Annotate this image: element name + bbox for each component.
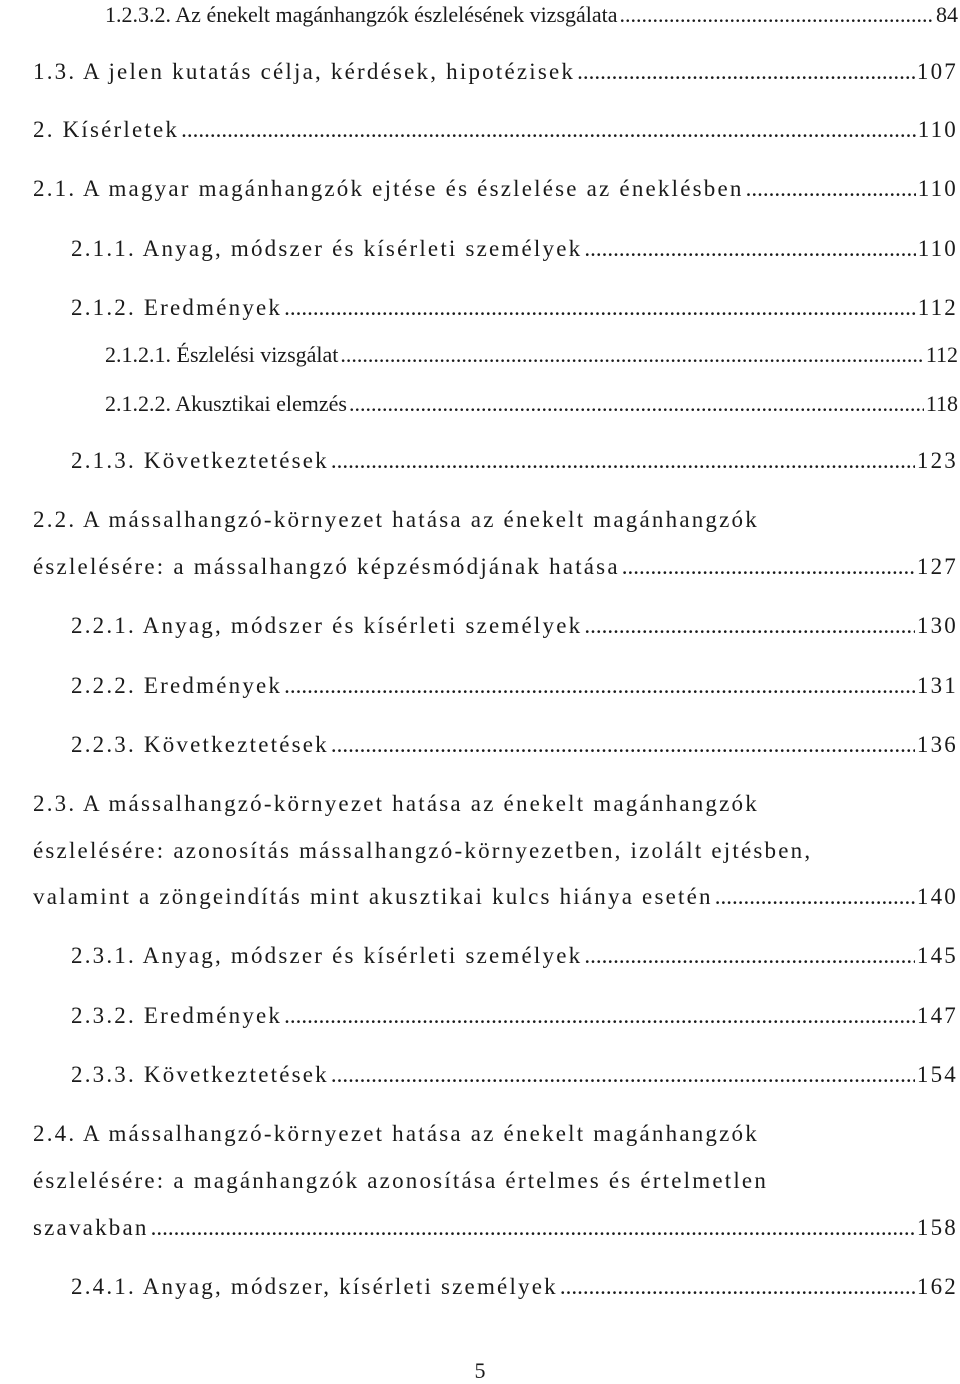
- toc-entry-title: 2.4.1. Anyag, módszer, kísérleti személyek: [71, 1274, 558, 1299]
- toc-entry[interactable]: [71, 943, 958, 969]
- toc-entry-page: 110: [917, 117, 958, 142]
- toc-entry[interactable]: [71, 1062, 958, 1088]
- toc-entry-page: 154: [916, 1062, 958, 1087]
- toc-entry-page: 127: [916, 554, 958, 579]
- toc-entry-title: 2.2.3. Következtetések: [71, 732, 329, 757]
- dot-leader: [349, 391, 924, 417]
- toc-entry-title-line: 2.4. A mássalhangzó-környezet hatása az énekelt magánhangzók: [33, 1121, 759, 1146]
- toc-entry-title: 2.3.1. Anyag, módszer és kísérleti személyek: [71, 943, 583, 968]
- dot-leader: [181, 117, 916, 143]
- toc-entry-title: 2.3.3. Következtetések: [71, 1062, 329, 1087]
- dot-leader: [284, 673, 915, 699]
- dot-leader: [560, 1274, 915, 1300]
- toc-entry-page: 140: [916, 884, 958, 909]
- dot-leader: [284, 295, 916, 321]
- dot-leader: [340, 342, 923, 368]
- toc-entry-page: 123: [916, 448, 958, 473]
- toc-entry-title-line: észlelésére: a magánhangzók azonosítása értelmes és értelmetlen: [33, 1168, 769, 1193]
- toc-entry-title: 2.1.2. Eredmények: [71, 295, 283, 320]
- toc-entry-title: 2.2.2. Eredmények: [71, 673, 283, 698]
- toc-entry-page: 118: [925, 391, 958, 416]
- toc-entry-title: 2.1.2.1. Észlelési vizsgálat: [105, 342, 339, 367]
- toc-entry[interactable]: [71, 1274, 958, 1300]
- toc-entry-title: 2. Kísérletek: [33, 117, 180, 142]
- toc-entry-title: 1.2.3.2. Az énekelt magánhangzók észlelésének vizsgálata: [105, 2, 618, 27]
- dot-leader: [584, 943, 915, 969]
- toc-entry-title: 2.1. A magyar magánhangzók ejtése és észlelése az éneklésben: [33, 176, 744, 201]
- toc-entry-page: 84: [936, 2, 958, 27]
- toc-entry[interactable]: [71, 236, 958, 262]
- dot-leader: [746, 176, 916, 202]
- toc-entry[interactable]: [33, 1215, 958, 1241]
- dot-leader: [577, 59, 915, 85]
- toc-entry[interactable]: [105, 2, 958, 28]
- toc-entry-title: 2.2.1. Anyag, módszer és kísérleti személyek: [71, 613, 583, 638]
- toc-entry-page: 110: [917, 176, 958, 201]
- page-number: 5: [474, 1358, 486, 1383]
- toc-entry[interactable]: [71, 613, 958, 639]
- toc-entry-title: 2.1.1. Anyag, módszer és kísérleti személyek: [71, 236, 583, 261]
- toc-entry-page: 162: [916, 1274, 958, 1299]
- toc-entry[interactable]: [33, 117, 958, 143]
- toc-entry[interactable]: [33, 59, 958, 85]
- toc-entry-page: 112: [917, 295, 958, 320]
- dot-leader: [715, 884, 915, 910]
- toc-entry-page: 107: [916, 59, 958, 84]
- toc-entry[interactable]: [71, 732, 958, 758]
- dot-leader: [584, 613, 915, 639]
- toc-entry[interactable]: [71, 673, 958, 699]
- dot-leader: [620, 2, 934, 28]
- toc-entry[interactable]: [33, 176, 958, 202]
- dot-leader: [622, 554, 915, 580]
- dot-leader: [331, 448, 915, 474]
- toc-entry-title-line: 2.2. A mássalhangzó-környezet hatása az énekelt magánhangzók: [33, 507, 759, 532]
- toc-entry-page: 112: [925, 342, 958, 367]
- dot-leader: [151, 1215, 915, 1241]
- toc-entry-title: szavakban: [33, 1215, 149, 1240]
- dot-leader: [331, 732, 915, 758]
- toc-entry[interactable]: [71, 448, 958, 474]
- toc-entry-page: 130: [916, 613, 958, 638]
- dot-leader: [284, 1003, 915, 1029]
- toc-entry-title: 1.3. A jelen kutatás célja, kérdések, hipotézisek: [33, 59, 576, 84]
- toc-entry[interactable]: [33, 554, 958, 580]
- toc-entry-page: 131: [916, 673, 958, 698]
- toc-entry-page: 136: [916, 732, 958, 757]
- toc-entry-title: 2.1.3. Következtetések: [71, 448, 329, 473]
- toc-entry[interactable]: [105, 342, 958, 368]
- toc-entry-page: 110: [917, 236, 958, 261]
- toc-entry-title: valamint a zöngeindítás mint akusztikai kulcs hiánya esetén: [33, 884, 713, 909]
- toc-entry[interactable]: [33, 884, 958, 910]
- toc-entry-title: 2.3.2. Eredmények: [71, 1003, 283, 1028]
- toc-entry-title-line: 2.3. A mássalhangzó-környezet hatása az énekelt magánhangzók: [33, 791, 759, 816]
- toc-entry-page: 145: [916, 943, 958, 968]
- toc-entry[interactable]: [71, 1003, 958, 1029]
- toc-entry-page: 147: [916, 1003, 958, 1028]
- toc-entry-title: 2.1.2.2. Akusztikai elemzés: [105, 391, 347, 416]
- toc-entry[interactable]: [71, 295, 958, 321]
- toc-entry[interactable]: [105, 391, 958, 417]
- toc-entry-title-line: észlelésére: azonosítás mássalhangzó-környezetben, izolált ejtésben,: [33, 838, 813, 863]
- dot-leader: [584, 236, 915, 262]
- toc-entry-title: észlelésére: a mássalhangzó képzésmódjának hatása: [33, 554, 620, 579]
- toc-entry-page: 158: [916, 1215, 958, 1240]
- dot-leader: [331, 1062, 915, 1088]
